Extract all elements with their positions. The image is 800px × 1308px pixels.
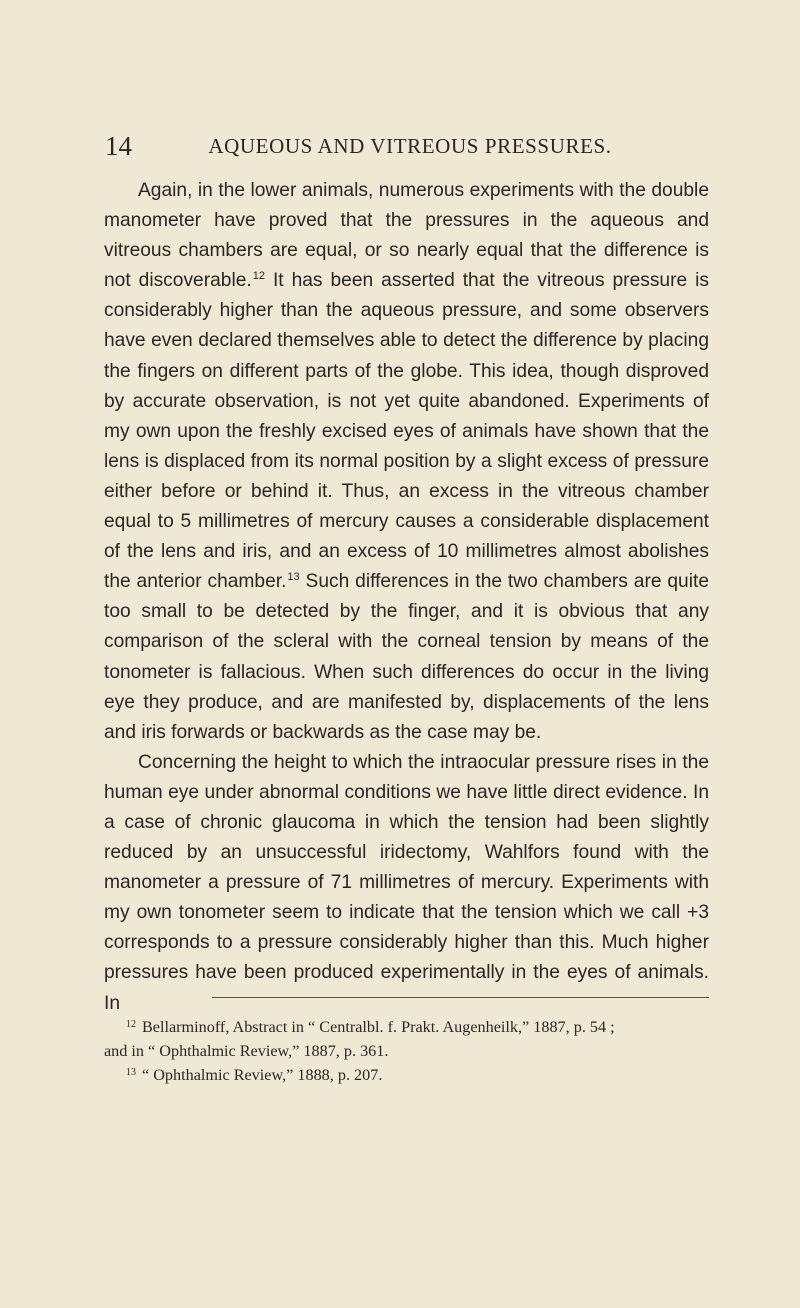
paragraph-1-text-b: It has been asserted that the vitreous pressure is considerably higher than the aqueous pressure, and some observers have even declared themselves able to detect the difference by placing the fingers on different parts of the globe. This idea, though disproved by accurate observation, is not yet quite abandoned. Experiments of my own upon the freshly excised eyes of animals have shown that the lens is displaced from its normal position by a slight excess of pressure either before or behind it. Thus, an excess in the vitreous chamber equal to 5 millimetres of mercury causes a considerable displacement of the lens and iris, and an excess of 10 millimetres almost abolishes the anterior chamber. [104,270,709,593]
running-head: AQUEOUS AND VITREOUS PRESSURES. [208,134,612,158]
body-text [104,176,709,1019]
footnote-divider [212,997,709,998]
footnote-number-13: 13 [126,1067,136,1078]
footnote-13-line-1 [104,1063,710,1087]
page-number: 14 [105,131,132,161]
footnote-ref-12: 12 [252,270,265,283]
footnote-12-text-a: Bellarminoff, Abstract in “ Centralbl. f. Prakt. Augenheilk,” 1887, p. 54 ; [142,1018,615,1036]
footnote-12-line-2: and in “ Ophthalmic Review,” 1887, p. 361. [104,1042,389,1060]
footnote-number-12: 12 [126,1019,136,1030]
page-header [105,131,715,167]
paragraph-2-text: Concerning the height to which the intraocular pressure rises in the human eye under abnormal conditions we have little direct evidence. In a case of chronic glaucoma in which the tension had been slightly reduced by an unsuccessful iridectomy, Wahlfors found with the manometer a pressure of 71 millimetres of mercury. Experiments with my own tonometer seem to indicate that the tension which we call +3 corresponds to a pressure considerably higher than this. Much higher pressures have been produced experimentally in the eyes of animals. In [104,751,709,1014]
paragraph-1-text-c: Such differences in the two chambers are quite too small to be detected by the finger, and it is obvious that any comparison of the scleral with the corneal tension by means of the tonometer is fallacious. When such differences do occur in the living eye they produce, and are manifested by, displacements of the lens and iris forwards or backwards as the case may be. [104,571,709,743]
paragraph-1 [104,176,709,748]
footnote-ref-13: 13 [287,571,300,584]
footnote-12-line-1 [104,1015,710,1039]
paragraph-1-text-a: Again, in the lower animals, numerous experiments with the double manometer have proved that the pressures in the aqueous and vitreous chambers are equal, or so nearly equal that the difference is not discoverable. [104,180,709,292]
footnote-13-text: “ Ophthalmic Review,” 1888, p. 207. [142,1066,383,1084]
footnotes [104,1015,710,1087]
paragraph-2 [104,748,709,1019]
